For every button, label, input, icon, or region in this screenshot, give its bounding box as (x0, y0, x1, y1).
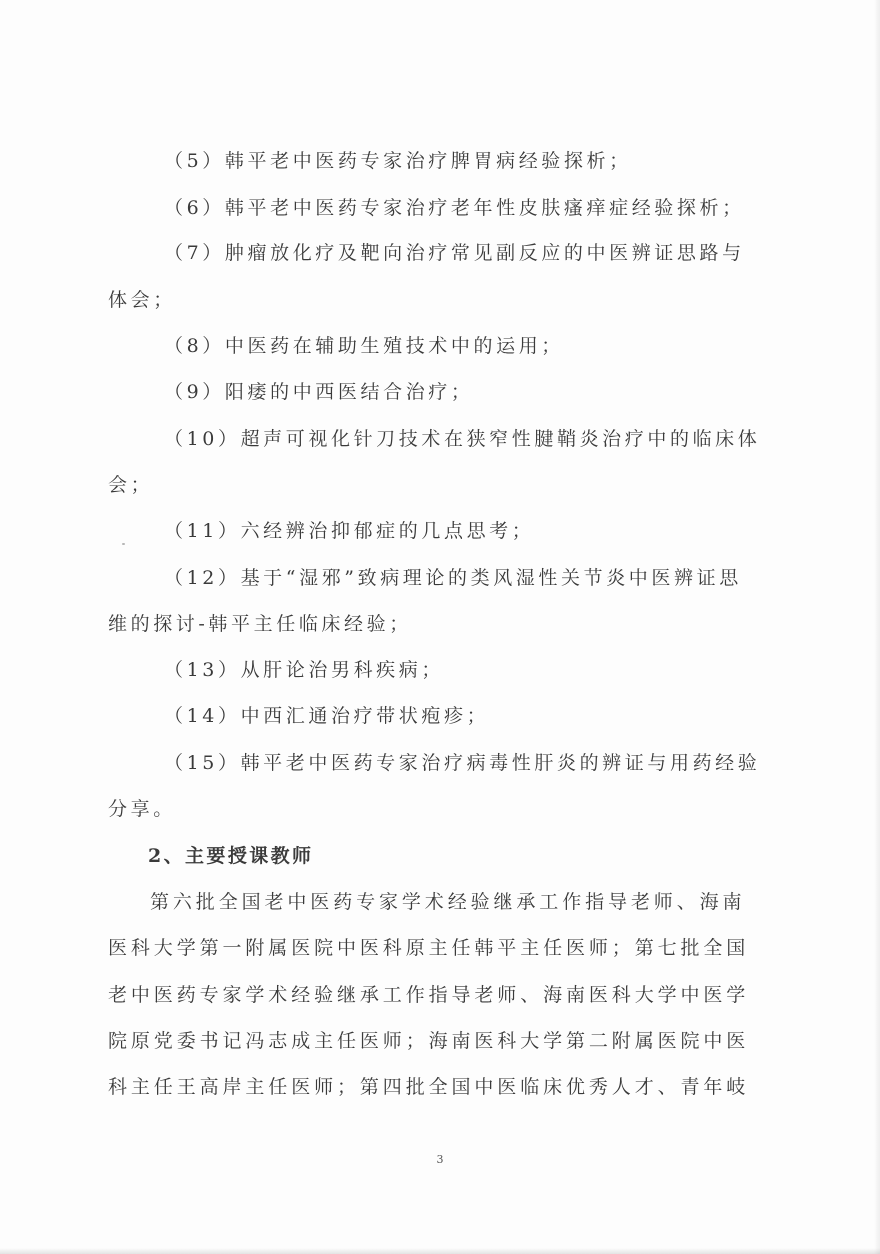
list-item-14: （14）中西汇通治疗带状疱疹； (164, 705, 490, 727)
list-item-6: （6）韩平老中医药专家治疗老年性皮肤瘙痒症经验探析； (164, 197, 745, 219)
list-item-10-continued: 会； (108, 474, 154, 496)
list-item-12: （12）基于“湿邪”致病理论的类风湿性关节炎中医辨证思 (164, 567, 742, 589)
body-line: 第六批全国老中医药专家学术经验继承工作指导老师、海南 (150, 891, 746, 913)
list-item-8: （8）中医药在辅助生殖技术中的运用； (164, 335, 564, 357)
list-item-15-continued: 分享。 (108, 798, 176, 820)
list-item-5: （5）韩平老中医药专家治疗脾胃病经验探析； (164, 150, 632, 172)
list-item-11: （11）六经辨治抑郁症的几点思考； (164, 520, 535, 542)
scan-edge-shadow-right (874, 0, 880, 1254)
list-item-7: （7）肿瘤放化疗及靶向治疗常见副反应的中医辨证思路与 (164, 242, 745, 264)
section-heading: 2、主要授课教师 (148, 845, 314, 867)
scan-edge-shadow-bottom (0, 1248, 880, 1254)
list-item-7-continued: 体会； (108, 289, 176, 311)
body-line: 老中医药专家学术经验继承工作指导老师、海南医科大学中医学 (108, 984, 750, 1006)
list-item-10: （10）超声可视化针刀技术在狭窄性腱鞘炎治疗中的临床体 (164, 428, 761, 450)
body-line: 科主任王高岸主任医师；第四批全国中医临床优秀人才、青年岐 (108, 1076, 750, 1098)
body-line: 院原党委书记冯志成主任医师；海南医科大学第二附属医院中医 (108, 1030, 750, 1052)
list-item-15: （15）韩平老中医药专家治疗病毒性肝炎的辨证与用药经验 (164, 752, 761, 774)
body-line: 医科大学第一附属医院中医科原主任韩平主任医师；第七批全国 (108, 937, 750, 959)
scan-speck (122, 543, 125, 545)
list-item-9: （9）阳痿的中西医结合治疗； (164, 381, 474, 403)
page-number: 3 (436, 1153, 444, 1166)
list-item-13: （13）从肝论治男科疾病； (164, 659, 444, 681)
list-item-12-continued: 维的探讨-韩平主任临床经验； (108, 613, 412, 635)
